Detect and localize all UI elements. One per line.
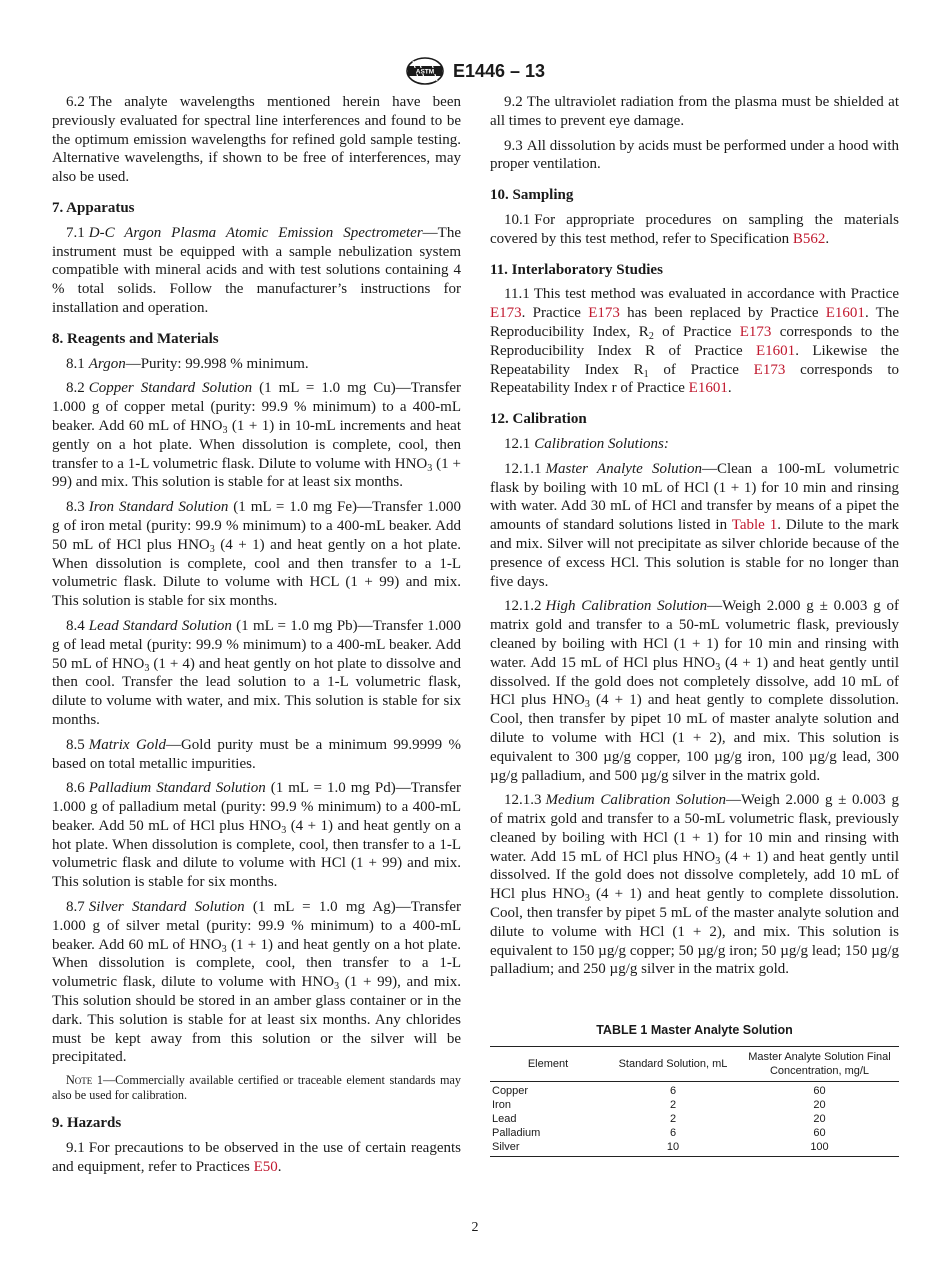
section-6-2: 6.2 The analyte wavelengths mentioned herein have been previously evaluated for spectral line interferences and found to be the optimum emission wavelengths for refined gold sample testing. Alternative wavelengths, if shown to be free of interferences, may also be used. [52,94,461,186]
table-row [490,1112,899,1126]
section-8-3: 8.3 Iron Standard Solution (1 mL = 1.0 mg Fe)—Transfer 1.000 g of iron metal (purity: 99.9 % minimum) to a 400-mL beaker. Add 50 mL of HCl plus $HNO_3$ (4 + 1) and heat gently on a hot plate. When dissolution is complete, cool and then transfer to a 1-L volumetric flask. Dilute to volume with HCL (1 + 99) and mix. This solution is stable for six months. [52,499,461,610]
left-column [52,93,461,1183]
table-cell: Lead [492,1113,517,1126]
svg-text:ASTM: ASTM [415,68,435,76]
section-8-5: 8.5 Matrix Gold—Gold purity must be a minimum 99.9999 % based on total metallic impurities. [52,736,461,772]
table-cell: 60 [813,1127,826,1140]
table-row [490,1082,899,1099]
heading-hazards: 9. Hazards [52,1115,122,1132]
section-12-1-2: 12.1.2 High Calibration Solution—Weigh 2.000 g ± 0.003 g of matrix gold and transfer to a 50-mL volumetric flask, previously cleaned by boiling with HCl (1 + 1) for 10 min and rinsing with water. Add 15 mL of HCl plus $HNO_3$ (4 + 1) and heat gently until dissolved. If the gold does not completely dissolve, add 10 mL of HCl plus $HNO_3$ (4 + 1) and heat gently to complete dissolution. Cool, then transfer by pipet 10 mL of master analyte solution and dilute to volume with HCl (1 + 2), and mix. This solution is equivalent to 300 µg/g copper, 100 µg/g iron, 100 µg/g lead, 300 µg/g palladium, and 500 µg/g silver in the matrix gold. [490,598,900,784]
section-9-2: 9.2 The ultraviolet radiation from the plasma must be shielded at all times to prevent eye damage. [490,94,899,129]
astm-logo-icon [405,56,445,86]
heading-calibration: 12. Calibration [490,411,587,428]
table-cell: 2 [669,1113,677,1126]
table-cell: 6 [669,1085,677,1098]
table-cell: 100 [740,1140,899,1157]
table-cell: 10 [606,1140,740,1157]
document-id: E1446 – 13 [452,60,546,81]
heading-interlaboratory: 11. Interlaboratory Studies [490,261,663,278]
link-e173[interactable]: E173 [588,305,620,322]
table-row [490,1126,899,1140]
right-column [490,93,899,1157]
table-header-cell: Standard Solution, mL [606,1047,740,1082]
section-12-1-1: 12.1.1 Master Analyte Solution—Clean a 100-mL volumetric flask by boiling with 10 mL of HCl (1 + 1) for 10 min and rinsing with water. Add 30 mL of HCl and transfer by means of a pipet the amounts of standard solutions listed in Table 1. Dilute to the mark and mix. Silver will not precipitate as silver chloride because of the presence of excess HCl. This solution is stable for no longer than five days. [490,460,899,590]
note-1: Note 1—Commercially available certified or traceable element standards may also be used for calibration. [52,1073,462,1102]
page-number: 2 [471,1220,479,1235]
table-cell: 20 [813,1113,826,1126]
table-cell: 2 [669,1099,677,1112]
section-11-1: 11.1 This test method was evaluated in accordance with Practice E173. Practice E173 has been replaced by Practice E1601. The Reproducibility Index, $R_2$ of Practice E173 corresponds to the Reproducibility Index R of Practice E1601. Likewise the Repeatability Index $R_1$ of Practice E173 corresponds to Repeatability Index r of Practice E1601. [490,286,900,397]
link-e173[interactable]: E173 [739,323,772,340]
heading-apparatus: 7. Apparatus [52,199,135,216]
link-e173[interactable]: E173 [490,305,522,322]
table-caption: TABLE 1 Master Analyte Solution [596,1023,793,1038]
table-cell: Silver [490,1140,606,1157]
table-cell: 6 [669,1127,677,1140]
section-12-1: 12.1 Calibration Solutions: [504,435,669,452]
section-7-1: 7.1 D-C Argon Plasma Atomic Emission Spectrometer—The instrument must be equipped with a sample nebulization system compatible with mineral acids and with test solutions containing 4 % total solids. Follow the manufacturer’s instructions for installation and operation. [52,224,461,316]
link-b562[interactable]: B562 [792,230,826,247]
heading-reagents: 8. Reagents and Materials [52,330,219,347]
table-cell: Palladium [492,1127,541,1140]
link-e50[interactable]: E50 [253,1158,278,1175]
table-header-cell: Element [490,1047,606,1082]
table-cell: 20 [813,1099,826,1112]
heading-sampling: 10. Sampling [490,187,574,204]
table-cell: Iron [492,1099,511,1112]
link-e1601[interactable]: E1601 [825,305,865,322]
link-table-1[interactable]: Table 1 [731,517,778,534]
table-cell: Copper [492,1085,529,1098]
section-8-2: 8.2 Copper Standard Solution (1 mL = 1.0 mg Cu)—Transfer 1.000 g of copper metal (purity: 99.9 % minimum) to a 400-mL beaker. Add 60 mL of $HNO_3$ (1 + 1) in 10-mL increments and heat gently on a hot plate. When dissolution is complete, cool, then transfer to a 1-L volumetric flask. Dilute to volume with $HNO_3$ (1 + 99) and mix. This solution is stable for at least six months. [52,380,461,491]
table-row [490,1098,899,1112]
table-header-row [490,1047,899,1082]
section-8-7: 8.7 Silver Standard Solution (1 mL = 1.0 mg Ag)—Transfer 1.000 g of silver metal (purity: 99.9 % minimum) to a 400-mL beaker. Add 60 mL of $HNO_3$ (1 + 1) and heat gently on a hot plate. When dissolution is complete, cool, then transfer to a 1-L volumetric flask, dilute to volume with $HNO_3$ (1 + 99), and mix. This solution should be stored in an amber glass container or in the dark. This solution is stable for at least six months. Any chlorides must be kept away from this solution or the silver will be precipitated. [52,899,461,1066]
page-header [0,56,950,86]
section-10-1: 10.1 For appropriate procedures on sampling the materials covered by this test method, refer to Specification B562. [490,211,899,247]
link-e1601[interactable]: E1601 [688,380,728,397]
link-e173[interactable]: E173 [753,361,786,378]
table-header-cell: Master Analyte Solution Final Concentration, mg/L [740,1047,899,1082]
master-analyte-table [490,1046,899,1157]
section-12-1-3: 12.1.3 Medium Calibration Solution—Weigh 2.000 g ± 0.003 g of matrix gold and transfer to a 50-mL volumetric flask, previously cleaned by boiling with HCl (1 + 1) for 10 min and rinsing with water. Add 15 mL of HCl plus $HNO_3$ (4 + 1) and heat gently until dissolved. If the gold does not dissolve completely, add 10 mL of HCl plus $HNO_3$ (4 + 1) and heat gently to complete dissolution. Cool, then transfer by pipet 5 mL of the master analyte solution and dilute to volume with HCl (1 + 2), and mix. This solution is equivalent to 150 µg/g copper; 50 µg/g iron; 50 µg/g lead; 150 µg/g palladium; and 250 µg/g silver in the matrix gold. [490,792,899,978]
section-9-1: 9.1 For precautions to be observed in the use of certain reagents and equipment, refer to Practices E50. [52,1140,461,1175]
section-9-3: 9.3 All dissolution by acids must be performed under a hood with proper ventilation. [490,137,899,173]
table-row [490,1140,899,1157]
link-e1601[interactable]: E1601 [756,342,796,359]
section-8-6: 8.6 Palladium Standard Solution (1 mL = 1.0 mg Pd)—Transfer 1.000 g of palladium metal (purity: 99.9 % minimum) to a 400-mL beaker. Add 50 mL of HCl plus $HNO_3$ (4 + 1) and heat gently on a hot plate. When dissolution is complete, cool, then transfer to a 1-L volumetric flask and dilute to volume with HCl (1 + 99) and mix. This solution is stable for six months. [52,780,461,891]
section-8-1: 8.1 Argon—Purity: 99.998 % minimum. [66,355,309,372]
table-cell: 60 [813,1085,826,1098]
section-8-4: 8.4 Lead Standard Solution (1 mL = 1.0 mg Pb)—Transfer 1.000 g of lead metal (purity: 99.9 % minimum) to a 400-mL beaker. Add 50 mL of $HNO_3$ (1 + 4) and heat gently on hot plate to dissolve and then cool. Transfer the lead solution to a 1-L volumetric flask, dilute to volume with water, and mix. This solution is stable for six months. [52,617,461,728]
